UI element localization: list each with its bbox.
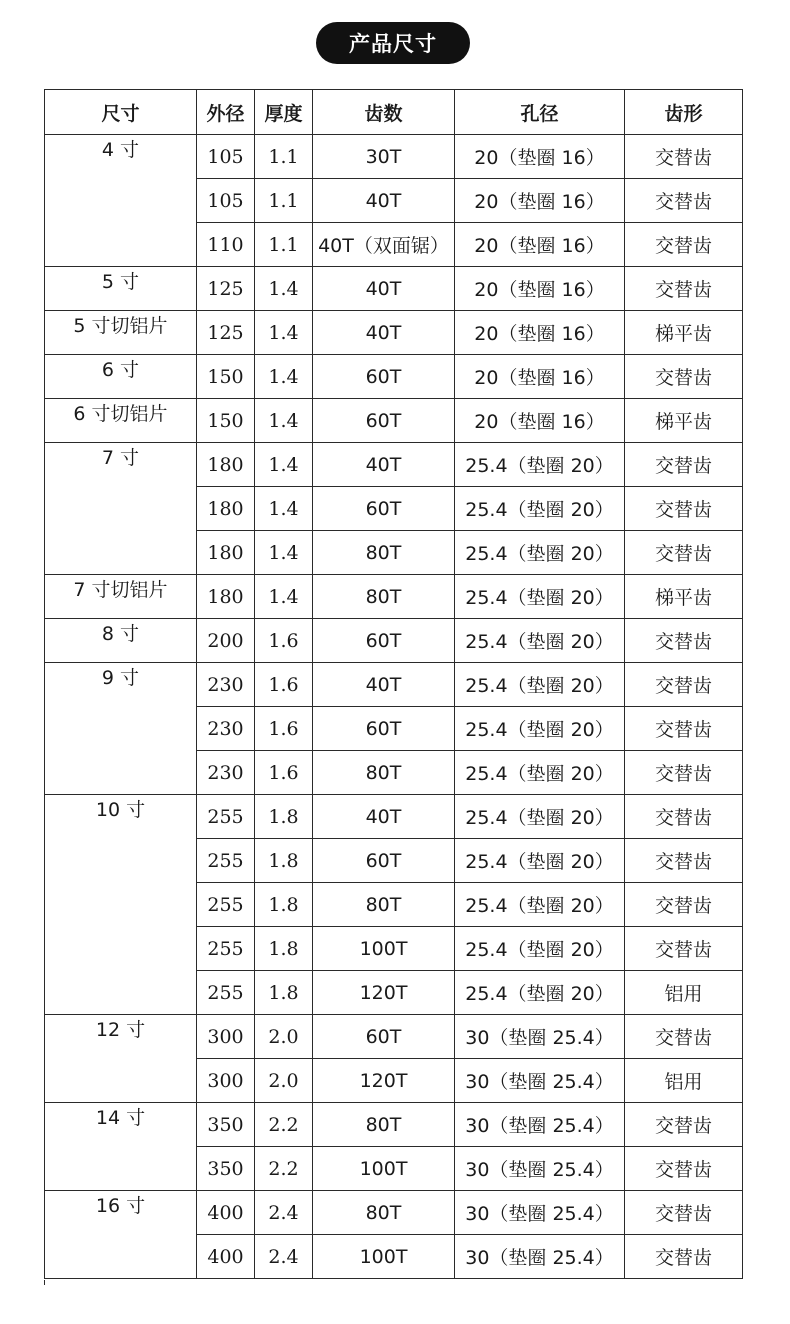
bore-cell: 25.4（垫圈 20） — [455, 663, 625, 707]
thickness-cell: 1.8 — [255, 883, 313, 927]
bore-cell: 25.4（垫圈 20） — [455, 751, 625, 795]
thickness-cell: 1.6 — [255, 707, 313, 751]
tooth-shape-cell: 交替齿 — [625, 179, 743, 223]
tooth-shape-cell: 交替齿 — [625, 1147, 743, 1191]
table-row — [45, 1015, 743, 1059]
teeth-count-cell: 80T — [313, 883, 455, 927]
thickness-cell: 1.4 — [255, 355, 313, 399]
bore-cell: 25.4（垫圈 20） — [455, 971, 625, 1015]
bore-cell: 25.4（垫圈 20） — [455, 927, 625, 971]
bore-cell: 30（垫圈 25.4） — [455, 1103, 625, 1147]
teeth-count-cell: 120T — [313, 1059, 455, 1103]
outer-diameter-cell: 150 — [197, 399, 255, 443]
tooth-shape-cell: 梯平齿 — [625, 311, 743, 355]
outer-diameter-cell: 150 — [197, 355, 255, 399]
teeth-count-cell: 60T — [313, 707, 455, 751]
thickness-cell: 2.2 — [255, 1147, 313, 1191]
bore-cell: 25.4（垫圈 20） — [455, 839, 625, 883]
header-thickness: 厚度 — [255, 90, 313, 135]
tooth-shape-cell: 交替齿 — [625, 487, 743, 531]
outer-diameter-cell: 230 — [197, 663, 255, 707]
outer-diameter-cell: 400 — [197, 1235, 255, 1279]
bore-cell: 20（垫圈 16） — [455, 399, 625, 443]
size-cell: 6 寸 — [45, 355, 197, 399]
size-cell: 4 寸 — [45, 135, 197, 267]
thickness-cell: 1.8 — [255, 795, 313, 839]
teeth-count-cell: 100T — [313, 1147, 455, 1191]
tooth-shape-cell: 交替齿 — [625, 707, 743, 751]
outer-diameter-cell: 300 — [197, 1059, 255, 1103]
table-header-row — [45, 90, 743, 135]
teeth-count-cell: 40T — [313, 179, 455, 223]
tooth-shape-cell: 交替齿 — [625, 663, 743, 707]
teeth-count-cell: 40T — [313, 663, 455, 707]
outer-diameter-cell: 255 — [197, 839, 255, 883]
teeth-count-cell: 120T — [313, 971, 455, 1015]
size-cell: 6 寸切铝片 — [45, 399, 197, 443]
product-size-table — [44, 89, 743, 1279]
bore-cell: 20（垫圈 16） — [455, 267, 625, 311]
tooth-shape-cell: 交替齿 — [625, 267, 743, 311]
thickness-cell: 1.4 — [255, 399, 313, 443]
tooth-shape-cell: 梯平齿 — [625, 399, 743, 443]
bore-cell: 25.4（垫圈 20） — [455, 883, 625, 927]
tooth-shape-cell: 交替齿 — [625, 135, 743, 179]
outer-diameter-cell: 180 — [197, 531, 255, 575]
teeth-count-cell: 60T — [313, 1015, 455, 1059]
tooth-shape-cell: 交替齿 — [625, 531, 743, 575]
teeth-count-cell: 80T — [313, 1103, 455, 1147]
size-cell: 5 寸切铝片 — [45, 311, 197, 355]
tooth-shape-cell: 交替齿 — [625, 443, 743, 487]
thickness-cell: 2.4 — [255, 1191, 313, 1235]
outer-diameter-cell: 180 — [197, 487, 255, 531]
outer-diameter-cell: 255 — [197, 927, 255, 971]
teeth-count-cell: 60T — [313, 399, 455, 443]
outer-diameter-cell: 230 — [197, 751, 255, 795]
tooth-shape-cell: 交替齿 — [625, 1103, 743, 1147]
outer-diameter-cell: 125 — [197, 311, 255, 355]
table-row — [45, 663, 743, 707]
teeth-count-cell: 60T — [313, 619, 455, 663]
tooth-shape-cell: 交替齿 — [625, 883, 743, 927]
size-cell: 14 寸 — [45, 1103, 197, 1191]
outer-diameter-cell: 200 — [197, 619, 255, 663]
outer-diameter-cell: 180 — [197, 443, 255, 487]
bore-cell: 30（垫圈 25.4） — [455, 1015, 625, 1059]
teeth-count-cell: 40T（双面锯） — [313, 223, 455, 267]
thickness-cell: 1.4 — [255, 267, 313, 311]
thickness-cell: 1.1 — [255, 135, 313, 179]
tooth-shape-cell: 交替齿 — [625, 1191, 743, 1235]
teeth-count-cell: 40T — [313, 443, 455, 487]
outer-diameter-cell: 180 — [197, 575, 255, 619]
teeth-count-cell: 80T — [313, 1191, 455, 1235]
tooth-shape-cell: 梯平齿 — [625, 575, 743, 619]
teeth-count-cell: 60T — [313, 487, 455, 531]
thickness-cell: 1.4 — [255, 443, 313, 487]
thickness-cell: 1.1 — [255, 179, 313, 223]
outer-diameter-cell: 255 — [197, 795, 255, 839]
bore-cell: 25.4（垫圈 20） — [455, 443, 625, 487]
bore-cell: 30（垫圈 25.4） — [455, 1235, 625, 1279]
teeth-count-cell: 40T — [313, 311, 455, 355]
bore-cell: 30（垫圈 25.4） — [455, 1191, 625, 1235]
outer-diameter-cell: 105 — [197, 179, 255, 223]
tooth-shape-cell: 交替齿 — [625, 751, 743, 795]
header-teeth-count: 齿数 — [313, 90, 455, 135]
tooth-shape-cell: 交替齿 — [625, 839, 743, 883]
table-frame-tail — [44, 1280, 45, 1285]
header-size: 尺寸 — [45, 90, 197, 135]
header-outer-diameter: 外径 — [197, 90, 255, 135]
teeth-count-cell: 80T — [313, 751, 455, 795]
outer-diameter-cell: 350 — [197, 1147, 255, 1191]
table-row — [45, 443, 743, 487]
outer-diameter-cell: 300 — [197, 1015, 255, 1059]
tooth-shape-cell: 交替齿 — [625, 1235, 743, 1279]
outer-diameter-cell: 105 — [197, 135, 255, 179]
tooth-shape-cell: 交替齿 — [625, 927, 743, 971]
table-row — [45, 399, 743, 443]
size-cell: 7 寸 — [45, 443, 197, 575]
teeth-count-cell: 30T — [313, 135, 455, 179]
size-cell: 5 寸 — [45, 267, 197, 311]
table-row — [45, 795, 743, 839]
tooth-shape-cell: 铝用 — [625, 971, 743, 1015]
thickness-cell: 1.4 — [255, 487, 313, 531]
teeth-count-cell: 100T — [313, 927, 455, 971]
bore-cell: 30（垫圈 25.4） — [455, 1147, 625, 1191]
thickness-cell: 2.0 — [255, 1015, 313, 1059]
outer-diameter-cell: 255 — [197, 971, 255, 1015]
teeth-count-cell: 60T — [313, 839, 455, 883]
thickness-cell: 2.4 — [255, 1235, 313, 1279]
thickness-cell: 1.6 — [255, 619, 313, 663]
bore-cell: 25.4（垫圈 20） — [455, 707, 625, 751]
outer-diameter-cell: 110 — [197, 223, 255, 267]
thickness-cell: 1.4 — [255, 311, 313, 355]
teeth-count-cell: 40T — [313, 267, 455, 311]
thickness-cell: 2.2 — [255, 1103, 313, 1147]
table-row — [45, 1191, 743, 1235]
table-row — [45, 575, 743, 619]
header-tooth-shape: 齿形 — [625, 90, 743, 135]
outer-diameter-cell: 255 — [197, 883, 255, 927]
size-cell: 9 寸 — [45, 663, 197, 795]
teeth-count-cell: 100T — [313, 1235, 455, 1279]
table-body — [45, 135, 743, 1279]
table-row — [45, 267, 743, 311]
size-cell: 16 寸 — [45, 1191, 197, 1279]
bore-cell: 30（垫圈 25.4） — [455, 1059, 625, 1103]
teeth-count-cell: 60T — [313, 355, 455, 399]
tooth-shape-cell: 交替齿 — [625, 1015, 743, 1059]
thickness-cell: 1.8 — [255, 927, 313, 971]
outer-diameter-cell: 350 — [197, 1103, 255, 1147]
thickness-cell: 1.6 — [255, 751, 313, 795]
thickness-cell: 1.4 — [255, 575, 313, 619]
bore-cell: 25.4（垫圈 20） — [455, 619, 625, 663]
bore-cell: 20（垫圈 16） — [455, 135, 625, 179]
bore-cell: 20（垫圈 16） — [455, 223, 625, 267]
size-cell: 10 寸 — [45, 795, 197, 1015]
bore-cell: 20（垫圈 16） — [455, 355, 625, 399]
outer-diameter-cell: 400 — [197, 1191, 255, 1235]
thickness-cell: 1.4 — [255, 531, 313, 575]
bore-cell: 20（垫圈 16） — [455, 311, 625, 355]
outer-diameter-cell: 125 — [197, 267, 255, 311]
tooth-shape-cell: 交替齿 — [625, 795, 743, 839]
page-title: 产品尺寸 — [316, 22, 470, 64]
bore-cell: 25.4（垫圈 20） — [455, 487, 625, 531]
size-cell: 7 寸切铝片 — [45, 575, 197, 619]
header-bore: 孔径 — [455, 90, 625, 135]
size-cell: 8 寸 — [45, 619, 197, 663]
thickness-cell: 1.8 — [255, 971, 313, 1015]
table-row — [45, 1103, 743, 1147]
bore-cell: 25.4（垫圈 20） — [455, 795, 625, 839]
table-row — [45, 135, 743, 179]
bore-cell: 25.4（垫圈 20） — [455, 531, 625, 575]
table-row — [45, 311, 743, 355]
table-row — [45, 355, 743, 399]
size-cell: 12 寸 — [45, 1015, 197, 1103]
bore-cell: 20（垫圈 16） — [455, 179, 625, 223]
tooth-shape-cell: 交替齿 — [625, 223, 743, 267]
table-row — [45, 619, 743, 663]
thickness-cell: 1.6 — [255, 663, 313, 707]
outer-diameter-cell: 230 — [197, 707, 255, 751]
teeth-count-cell: 80T — [313, 575, 455, 619]
thickness-cell: 1.8 — [255, 839, 313, 883]
teeth-count-cell: 40T — [313, 795, 455, 839]
tooth-shape-cell: 交替齿 — [625, 619, 743, 663]
thickness-cell: 1.1 — [255, 223, 313, 267]
thickness-cell: 2.0 — [255, 1059, 313, 1103]
tooth-shape-cell: 铝用 — [625, 1059, 743, 1103]
tooth-shape-cell: 交替齿 — [625, 355, 743, 399]
bore-cell: 25.4（垫圈 20） — [455, 575, 625, 619]
teeth-count-cell: 80T — [313, 531, 455, 575]
